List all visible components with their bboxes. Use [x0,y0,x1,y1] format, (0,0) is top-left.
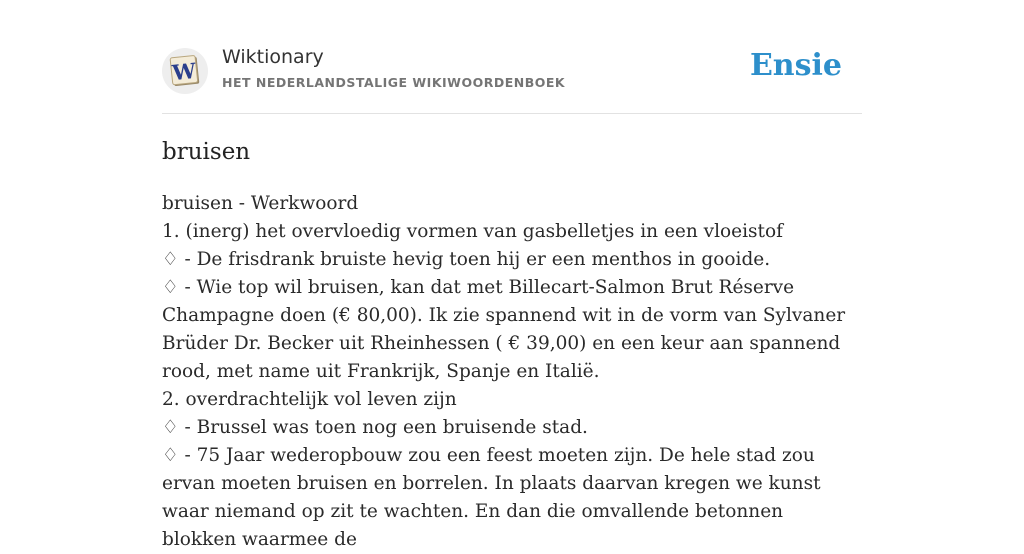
definition-1: 1. (inerg) het overvloedig vormen van gasbelletjes in een vloeistof [162,221,783,242]
ensie-brand-logo[interactable]: Ensie [749,48,842,83]
entry-title: bruisen [162,139,251,165]
header-divider [162,113,862,114]
site-subtitle: HET NEDERLANDSTALIGE WIKIWOORDENBOEK [222,75,566,90]
definition-2: 2. overdrachtelijk vol leven zijn [162,389,457,410]
wiktionary-logo[interactable] [162,48,208,94]
example-4: ♢ - 75 Jaar wederopbouw zou een feest moeten zijn. De hele stad zou ervan moeten bruisen en borrelen. In plaats daarvan kregen we kunst waar niemand op zit te wachten. En dan die omvallende betonnen blokken waarmee de [162,445,821,550]
site-header [162,44,862,114]
entry-pos-line: bruisen - Werkwoord [162,193,359,214]
example-2: ♢ - Wie top wil bruisen, kan dat met Billecart-Salmon Brut Réserve Champagne doen (€ 80,00). Ik zie spannend wit in de vorm van Sylvaner Brüder Dr. Becker uit Rheinhessen ( € 39,00) en een keur aan spannend rood, met name uit Frankrijk, Spanje en Italië. [162,277,846,382]
example-1: ♢ - De frisdrank bruiste hevig toen hij er een menthos in gooide. [162,249,771,270]
entry-content [162,190,862,554]
logo-letter: W [171,57,198,86]
example-3: ♢ - Brussel was toen nog een bruisende stad. [162,417,588,438]
logo-tile-icon [162,48,208,94]
site-name[interactable]: Wiktionary [222,46,324,68]
